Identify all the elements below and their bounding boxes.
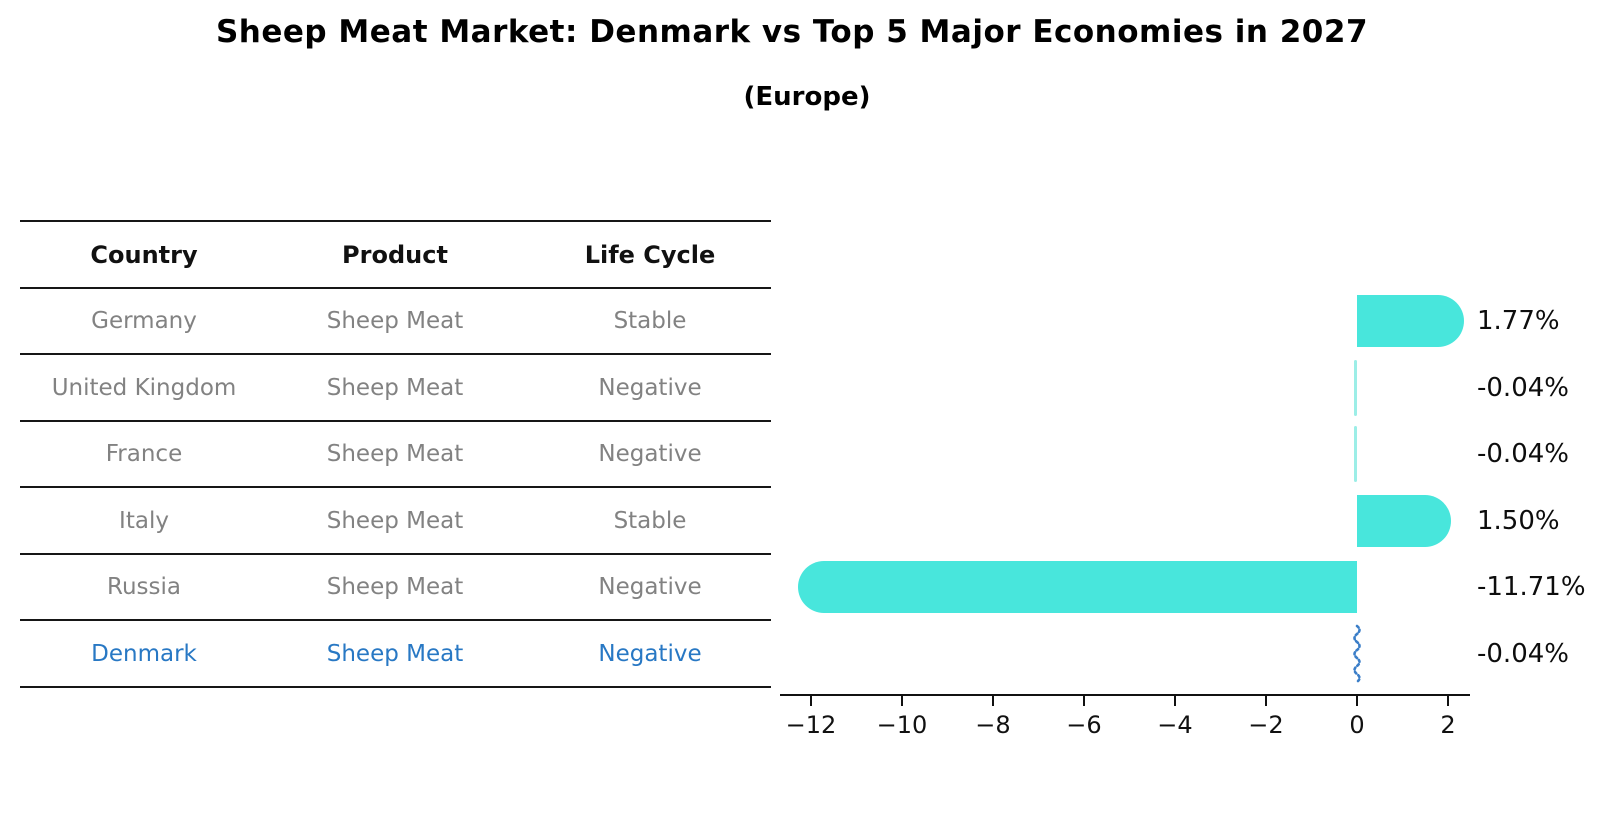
table-cell-product: Sheep Meat (326, 308, 464, 334)
bar-value-label: -0.04% (1477, 638, 1569, 669)
x-tick-label: 0 (1349, 711, 1365, 739)
table-cell-product: Sheep Meat (326, 574, 464, 600)
table-top-rule (20, 220, 771, 222)
table-cell-country: Germany (91, 308, 197, 334)
table-row-separator (20, 553, 771, 555)
table-cell-product: Sheep Meat (326, 441, 464, 467)
chart-bar (1354, 426, 1357, 482)
chart-bar (1357, 295, 1464, 347)
x-tick-label: −10 (876, 711, 928, 739)
x-tick-label: −2 (1248, 711, 1284, 739)
x-tick (992, 696, 994, 706)
chart-bar (798, 561, 1357, 613)
bar-value-label: -0.04% (1477, 372, 1569, 403)
table-cell-life-cycle: Negative (598, 441, 702, 467)
table-row-separator (20, 353, 771, 355)
x-tick-label: −6 (1066, 711, 1102, 739)
bar-value-label: 1.50% (1477, 505, 1560, 536)
table-cell-life-cycle: Stable (613, 308, 687, 334)
table-cell-country: France (105, 441, 183, 467)
denmark-highlight-squiggle (1350, 624, 1364, 684)
page-title: Sheep Meat Market: Denmark vs Top 5 Major Economies in 2027 (215, 14, 1369, 50)
table-row-separator (20, 486, 771, 488)
x-tick (901, 696, 903, 706)
table-cell-product: Sheep Meat (326, 374, 464, 401)
table-cell-country: Russia (107, 574, 181, 600)
table-row-separator (20, 619, 771, 621)
table-row-separator (20, 287, 771, 289)
table-cell-product: Sheep Meat (326, 640, 464, 667)
table-header-product: Product (342, 241, 448, 269)
table-cell-country: Italy (119, 507, 169, 534)
table-header-country: Country (90, 241, 198, 269)
x-tick (1083, 696, 1085, 706)
table-row-separator (20, 686, 771, 688)
bar-value-label: -0.04% (1477, 439, 1569, 469)
table-cell-product: Sheep Meat (326, 507, 464, 534)
x-tick (1447, 696, 1449, 706)
table-cell-country: United Kingdom (51, 374, 237, 401)
chart-bar (1354, 360, 1357, 416)
x-axis (780, 694, 1470, 696)
x-tick (1356, 696, 1358, 706)
table-cell-life-cycle: Negative (598, 374, 702, 401)
x-tick-label: −12 (785, 711, 837, 739)
x-tick (810, 696, 812, 706)
page-subtitle: (Europe) (743, 82, 871, 112)
x-tick-label: 2 (1440, 711, 1456, 739)
x-tick-label: −8 (975, 711, 1011, 739)
chart-bar (1357, 495, 1451, 547)
table-cell-country: Denmark (91, 640, 197, 667)
table-row-separator (20, 420, 771, 422)
x-tick (1265, 696, 1267, 706)
table-cell-life-cycle: Negative (598, 640, 702, 667)
table-cell-life-cycle: Stable (613, 507, 687, 534)
bar-value-label: 1.77% (1477, 306, 1560, 336)
table-header-life-cycle: Life Cycle (584, 241, 716, 269)
x-tick-label: −4 (1157, 711, 1193, 739)
table-cell-life-cycle: Negative (598, 574, 702, 600)
x-tick (1174, 696, 1176, 706)
bar-value-label: -11.71% (1477, 572, 1586, 602)
